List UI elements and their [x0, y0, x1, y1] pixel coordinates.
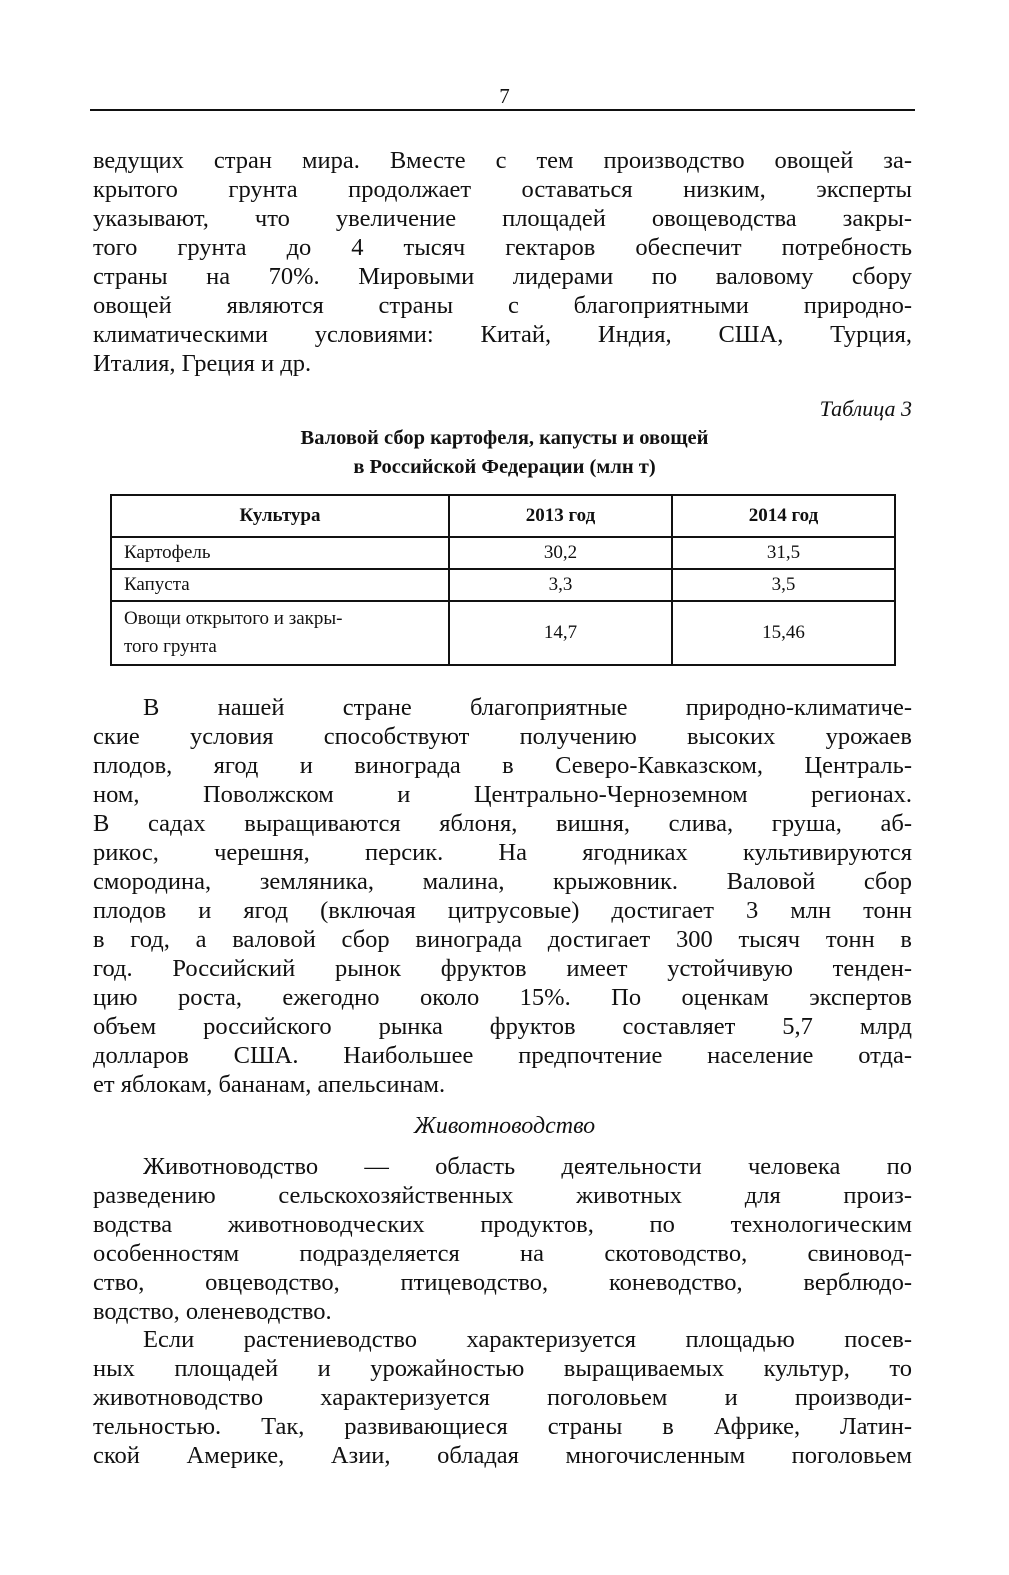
text-line: тельностью. Так, развивающиеся страны в Африке, Латин-	[93, 1413, 912, 1440]
text-line: долларов США. Наибольшее предпочтение население отда-	[93, 1042, 912, 1069]
cell-crop-line: Овощи открытого и закры-	[124, 608, 343, 629]
table-row	[111, 569, 895, 601]
table-caption	[0, 424, 1009, 482]
text-line: ведущих стран мира. Вместе с тем производство овощей за-	[93, 147, 912, 174]
data-table	[110, 494, 896, 666]
text-line: животноводство характеризуется поголовьем и производи-	[93, 1384, 912, 1411]
text-line: рикос, черешня, персик. На ягодниках культивируются	[93, 839, 912, 866]
text-line: овощей являются страны с благоприятными природно-	[93, 292, 912, 319]
text-line: Италия, Греция и др.	[93, 350, 312, 377]
text-line: страны на 70%. Мировыми лидерами по валовому сбору	[93, 263, 912, 290]
cell-2013: 3,3	[449, 569, 672, 601]
text-line: год. Российский рынок фруктов имеет устойчивую тенден-	[93, 955, 912, 982]
cell-2013: 30,2	[449, 537, 672, 569]
table-row	[111, 537, 895, 569]
header-rule	[90, 109, 915, 111]
table-caption-line: Валовой сбор картофеля, капусты и овощей	[300, 427, 709, 449]
text-line: В нашей стране благоприятные природно-климатиче-	[143, 694, 912, 721]
text-line: водства животноводческих продуктов, по технологическим	[93, 1211, 912, 1238]
cell-2013: 14,7	[449, 601, 672, 665]
paragraph-1	[93, 146, 912, 378]
text-line: ном, Поволжском и Центрально-Черноземном регионах.	[93, 781, 912, 808]
cell-crop: Картофель	[111, 537, 449, 569]
text-line: климатическими условиями: Китай, Индия, США, Турция,	[93, 321, 912, 348]
text-line: ет яблокам, бананам, апельсинам.	[93, 1071, 446, 1098]
text-line: цию роста, ежегодно около 15%. По оценкам экспертов	[93, 984, 912, 1011]
cell-crop: Капуста	[111, 569, 449, 601]
text-line: Животноводство — область деятельности человека по	[143, 1153, 912, 1180]
text-line: разведению сельскохозяйственных животных для произ-	[93, 1182, 912, 1209]
text-line: В садах выращиваются яблоня, вишня, слива, груша, аб-	[93, 810, 912, 837]
cell-2014: 15,46	[672, 601, 895, 665]
cell-2014: 3,5	[672, 569, 895, 601]
text-line: крытого грунта продолжает оставаться низким, эксперты	[93, 176, 912, 203]
text-line: в год, а валовой сбор винограда достигает 300 тысяч тонн в	[93, 926, 912, 953]
paragraph-2	[93, 693, 912, 1099]
text-line: водство, оленеводство.	[93, 1298, 332, 1325]
table-header-row	[111, 495, 895, 537]
text-line: того грунта до 4 тысяч гектаров обеспечит потребность	[93, 234, 912, 261]
paragraph-4	[93, 1325, 912, 1470]
text-line: ных площадей и урожайностью выращиваемых культур, то	[93, 1355, 912, 1382]
cell-crop-line: того грунта	[124, 636, 217, 657]
text-line: Если растениеводство характеризуется площадью посев-	[143, 1326, 912, 1353]
text-line: плодов и ягод (включая цитрусовые) достигает 3 млн тонн	[93, 897, 912, 924]
text-line: указывают, что увеличение площадей овощеводства закры-	[93, 205, 912, 232]
header-2013: 2013 год	[449, 495, 672, 537]
text-line: плодов, ягод и винограда в Северо-Кавказском, Централь-	[93, 752, 912, 779]
text-line: особенностям подразделяется на скотоводство, свиновод-	[93, 1240, 912, 1267]
text-line: ской Америке, Азии, обладая многочисленным поголовьем	[93, 1442, 912, 1469]
text-line: объем российского рынка фруктов составляет 5,7 млрд	[93, 1013, 912, 1040]
section-heading: Животноводство	[413, 1113, 596, 1139]
table-caption-line: в Российской Федерации (млн т)	[353, 456, 656, 478]
page-number: 7	[499, 84, 510, 108]
header-crop: Культура	[111, 495, 449, 537]
paragraph-3	[93, 1152, 912, 1326]
cell-crop	[111, 601, 449, 665]
text-line: ство, овцеводство, птицеводство, коневодство, верблюдо-	[93, 1269, 912, 1296]
cell-2014: 31,5	[672, 537, 895, 569]
table-label: Таблица 3	[819, 396, 912, 421]
table-row	[111, 601, 895, 665]
text-line: ские условия способствуют получению высоких урожаев	[93, 723, 912, 750]
header-2014: 2014 год	[672, 495, 895, 537]
text-line: смородина, земляника, малина, крыжовник. Валовой сбор	[93, 868, 912, 895]
